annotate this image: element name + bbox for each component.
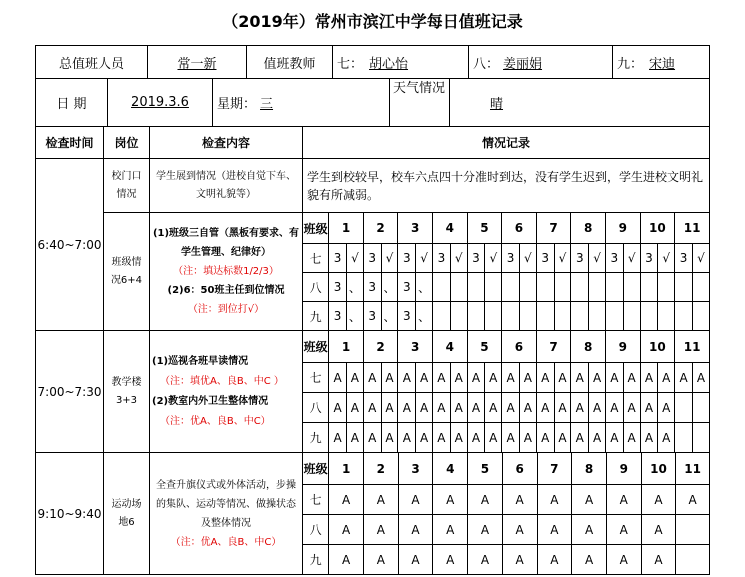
col-post: 岗位 [104, 127, 150, 159]
grid-cell: A [433, 545, 468, 575]
grid-cell [676, 515, 710, 545]
grid-cell: A [692, 363, 709, 393]
section1-content1: 学生展到情况（进校自觉下车、文明礼貌等） [150, 159, 303, 213]
grid-cell: A [416, 393, 433, 423]
grid-cell [589, 273, 606, 302]
grid-cell [589, 302, 606, 331]
grid-cell: A [485, 423, 502, 453]
grid-grade: 七 [303, 244, 329, 273]
grid-cell: 3 [640, 244, 658, 273]
section1-content2-a: (1)班级三自管（黑板有要求、有学生管理、纪律好） [152, 228, 300, 258]
grid-class: 10 [641, 453, 676, 485]
grid-cell [692, 302, 709, 331]
grid-cell: 3 [329, 302, 347, 331]
grid-class: 4 [432, 331, 467, 363]
grid-class: 6 [502, 213, 537, 244]
grid-row [303, 423, 710, 453]
grid-class: 11 [676, 453, 710, 485]
grid-cell [692, 423, 709, 453]
grid-cell: √ [347, 244, 364, 273]
grid-grade: 九 [303, 302, 329, 331]
grid-cell [675, 393, 693, 423]
grid-cell: A [536, 393, 554, 423]
grid-cell: 、 [381, 273, 398, 302]
grid-cell: 3 [605, 244, 623, 273]
grid-cell: A [485, 393, 502, 423]
section1-content2-a-note: （注：填达标数1/2/3） [173, 266, 279, 277]
grid-cell: A [605, 423, 623, 453]
grid-cell: A [502, 423, 520, 453]
grid-cell: A [605, 363, 623, 393]
section2-post: 教学楼3+3 [104, 331, 150, 453]
grid-cell: A [572, 515, 607, 545]
page-title: （2019年）常州市滨江中学每日值班记录 [222, 12, 523, 31]
grid-cell: 3 [398, 273, 416, 302]
grid-cell [658, 302, 675, 331]
grid-cell [623, 273, 640, 302]
grid-class: 11 [675, 331, 710, 363]
grid-cell: A [467, 393, 485, 423]
grid-cell: A [519, 363, 536, 393]
grid-cell: A [467, 363, 485, 393]
grid-cell [432, 302, 450, 331]
grid-cell: A [606, 485, 641, 515]
total-duty-value: 常一新 [177, 56, 217, 72]
grid-cell: A [589, 363, 606, 393]
grid-cell: A [519, 393, 536, 423]
grid-cell: A [347, 423, 364, 453]
grid-cell: A [485, 363, 502, 393]
grid-cell: A [658, 423, 675, 453]
section2-content-a: (1)巡视各班早读情况 [152, 355, 249, 367]
grid-class: 5 [468, 453, 503, 485]
grid-cell: A [381, 363, 398, 393]
grid-class: 5 [467, 331, 502, 363]
grid-cell: √ [692, 244, 709, 273]
grade8-value: 姜丽娟 [503, 56, 543, 72]
grid-cell: A [571, 393, 589, 423]
grid-cell: A [519, 423, 536, 453]
grid-grade: 八 [303, 273, 329, 302]
grid-row [303, 545, 710, 575]
grid-cell [658, 273, 675, 302]
grid-cell: 3 [329, 273, 347, 302]
grid-cell: A [450, 423, 467, 453]
grid-row [303, 273, 710, 302]
grid-cell: A [571, 423, 589, 453]
record-table [35, 126, 710, 575]
header-table [35, 45, 710, 79]
section3-post: 运动场地6 [104, 453, 150, 575]
section3-time: 9:10~9:40 [36, 453, 104, 575]
grid-cell: 、 [416, 302, 433, 331]
grid-cell: 3 [675, 244, 693, 273]
grid-cell [554, 273, 571, 302]
grid-cell: A [381, 393, 398, 423]
grid-cell: A [398, 393, 416, 423]
grid-class: 2 [363, 331, 398, 363]
section1-post1: 校门口情况 [104, 159, 150, 213]
grid-cell: A [398, 423, 416, 453]
grid-cell [692, 393, 709, 423]
grid-cell: A [416, 423, 433, 453]
grid-row [303, 515, 710, 545]
grid-cell: A [589, 423, 606, 453]
grid-cell [675, 423, 693, 453]
grid-cell: A [554, 423, 571, 453]
grid-cell [605, 302, 623, 331]
grade7-value: 胡心怡 [369, 56, 409, 72]
grid-cell [450, 273, 467, 302]
grid-cell: A [536, 423, 554, 453]
grid-cell: A [329, 545, 364, 575]
grid-grade: 九 [303, 545, 329, 575]
grid-cell: A [571, 363, 589, 393]
grid-cell: A [398, 363, 416, 393]
grid-cell: A [433, 515, 468, 545]
total-duty-label: 总值班人员 [36, 46, 148, 79]
grid-grade: 八 [303, 515, 329, 545]
grid-cell: A [606, 515, 641, 545]
grid-cell: 3 [363, 244, 381, 273]
grid-class: 7 [536, 213, 571, 244]
grid-class: 1 [329, 453, 364, 485]
grid-cell: A [641, 545, 676, 575]
section1-record1: 学生到校较早，校车六点四十分准时到达，没有学生迟到，学生进校文明礼貌有所减弱。 [303, 159, 710, 213]
date-label: 日 期 [36, 79, 108, 127]
grid-class: 3 [398, 331, 433, 363]
grid-cell: √ [450, 244, 467, 273]
col-content: 检查内容 [150, 127, 303, 159]
grid-class: 8 [572, 453, 607, 485]
grid-row [303, 393, 710, 423]
grid-cell: A [675, 363, 693, 393]
grid-cell: A [572, 545, 607, 575]
grid-cell: 3 [363, 302, 381, 331]
grid-cell: A [381, 423, 398, 453]
grid-cell [502, 273, 520, 302]
grid-cell: A [347, 363, 364, 393]
grid-cell [571, 273, 589, 302]
section3-content-note: （注：优A、良B、中C） [170, 536, 282, 548]
grid-cell: √ [519, 244, 536, 273]
section1-post2: 班级情况6+4 [104, 213, 150, 331]
grid-cell: 、 [347, 302, 364, 331]
grid-cell: A [329, 363, 347, 393]
grid-cell [502, 302, 520, 331]
grid-cell: A [658, 363, 675, 393]
grid-cell [692, 273, 709, 302]
section2-content-b: (2)教室内外卫生整体情况 [152, 395, 269, 407]
weekday-value: 三 [260, 97, 274, 112]
grid-class: 4 [433, 453, 468, 485]
grid-class: 8 [571, 213, 606, 244]
grid-cell: A [623, 363, 640, 393]
grid-grade: 七 [303, 363, 329, 393]
date-table [35, 78, 710, 127]
grid-cell [675, 273, 693, 302]
grid-cell: √ [658, 244, 675, 273]
grid-class: 7 [537, 453, 572, 485]
grid-cell: A [537, 515, 572, 545]
grid-cell: A [468, 485, 503, 515]
grid-cell: A [329, 485, 364, 515]
grid-cell: A [363, 545, 398, 575]
grid-class: 6 [502, 453, 537, 485]
grid-cell: A [502, 363, 520, 393]
grid-cell: A [640, 363, 658, 393]
date-value: 2019.3.6 [131, 95, 189, 110]
grid-grade: 八 [303, 393, 329, 423]
grid-class: 2 [363, 453, 398, 485]
duty-teacher-label: 值班教师 [247, 46, 333, 79]
grid-cell: √ [589, 244, 606, 273]
grid-class: 7 [536, 331, 571, 363]
grid-grade: 九 [303, 423, 329, 453]
grid-class: 1 [329, 331, 364, 363]
grid-corner: 班级 [303, 453, 329, 485]
grid-cell: A [468, 545, 503, 575]
grid-cell: A [640, 423, 658, 453]
grid-cell: A [398, 515, 433, 545]
grid-cell: A [450, 363, 467, 393]
grid-class: 3 [398, 213, 433, 244]
grid-cell: 、 [347, 273, 364, 302]
grid-cell [450, 302, 467, 331]
grid-cell: √ [416, 244, 433, 273]
grid-cell: 、 [381, 302, 398, 331]
grid-cell: A [347, 393, 364, 423]
grid-cell: A [623, 423, 640, 453]
grid-cell: A [502, 485, 537, 515]
grid-cell: A [537, 545, 572, 575]
section2-time: 7:00~7:30 [36, 331, 104, 453]
grid-class: 9 [606, 453, 641, 485]
grid-cell: A [606, 545, 641, 575]
grid-cell [536, 302, 554, 331]
grid-cell: 3 [398, 302, 416, 331]
grid-class: 9 [605, 213, 640, 244]
grid-cell: √ [554, 244, 571, 273]
grid-cell: A [432, 423, 450, 453]
grid-cell [640, 273, 658, 302]
section1-content2-b-note: （注：到位打√） [187, 304, 265, 315]
grid-cell: A [432, 393, 450, 423]
grid-cell: A [502, 393, 520, 423]
grid-row [303, 244, 710, 273]
grid-cell: A [572, 485, 607, 515]
grid-cell [467, 273, 485, 302]
grid-cell: A [502, 545, 537, 575]
grid-row [303, 363, 710, 393]
section2-content-b-note: （注：优A、良B、中C） [160, 415, 271, 427]
grid-class: 8 [571, 331, 606, 363]
grid-cell [432, 273, 450, 302]
section3-content: 全查升旗仪式或外体活动，步操的集队、运动等情况、做操状态及整体情况 [156, 479, 296, 529]
grid-cell: 、 [416, 273, 433, 302]
grid-cell: A [554, 363, 571, 393]
grid-cell [676, 545, 710, 575]
grid-class: 3 [398, 453, 433, 485]
grid-class: 11 [675, 213, 710, 244]
grid-class: 5 [467, 213, 502, 244]
grid-cell [519, 302, 536, 331]
col-record: 情况记录 [303, 127, 710, 159]
grid-cell: A [432, 363, 450, 393]
weather-value: 晴 [490, 97, 504, 112]
grid-cell [640, 302, 658, 331]
grid-corner: 班级 [303, 213, 329, 244]
grid-cell [571, 302, 589, 331]
grid-cell: A [329, 423, 347, 453]
grid-cell: A [641, 485, 676, 515]
section2-grid [303, 331, 710, 453]
grid-cell [623, 302, 640, 331]
section1-grid [303, 213, 710, 331]
grid-cell [554, 302, 571, 331]
grid-cell: 3 [363, 273, 381, 302]
grid-cell: 3 [432, 244, 450, 273]
grid-cell [536, 273, 554, 302]
grid-cell [467, 302, 485, 331]
grid-cell [605, 273, 623, 302]
grid-row [303, 485, 710, 515]
grid-cell: A [416, 363, 433, 393]
grid-corner: 班级 [303, 331, 329, 363]
grid-cell: A [363, 423, 381, 453]
grid-cell: A [589, 393, 606, 423]
grid-cell: √ [381, 244, 398, 273]
grid-cell: A [467, 423, 485, 453]
grade9-value: 宋迪 [649, 56, 676, 72]
grid-cell: A [363, 515, 398, 545]
grid-cell: A [363, 363, 381, 393]
grid-class: 9 [605, 331, 640, 363]
grid-cell: A [640, 393, 658, 423]
grid-cell: A [468, 515, 503, 545]
grid-class: 4 [432, 213, 467, 244]
grid-cell: A [658, 393, 675, 423]
section2-content-a-note: （注：填优A、良B、中C ） [160, 375, 284, 387]
grid-cell: A [536, 363, 554, 393]
grid-grade: 七 [303, 485, 329, 515]
grid-cell: A [398, 485, 433, 515]
grid-cell [485, 302, 502, 331]
grid-row [303, 302, 710, 331]
grid-cell: A [537, 485, 572, 515]
section1-time: 6:40~7:00 [36, 159, 104, 331]
grid-class: 10 [640, 331, 675, 363]
grid-cell [485, 273, 502, 302]
grid-cell: √ [623, 244, 640, 273]
grid-class: 6 [502, 331, 537, 363]
grid-cell: A [623, 393, 640, 423]
weekday-label: 星期： [217, 97, 257, 112]
grid-cell: A [641, 515, 676, 545]
grid-cell: A [398, 545, 433, 575]
grid-cell [519, 273, 536, 302]
grade9-label: 九： [617, 56, 644, 72]
col-time: 检查时间 [36, 127, 104, 159]
grid-cell: A [676, 485, 710, 515]
grid-cell: A [433, 485, 468, 515]
grid-cell: A [363, 393, 381, 423]
grid-cell: 3 [467, 244, 485, 273]
section1-content2-b: (2)6：50班主任到位情况 [167, 285, 285, 296]
grid-cell [675, 302, 693, 331]
grid-class: 2 [363, 213, 398, 244]
grade7-label: 七： [337, 56, 364, 72]
grid-cell: 3 [571, 244, 589, 273]
grid-cell: √ [485, 244, 502, 273]
grid-cell: A [329, 393, 347, 423]
grid-cell: A [502, 515, 537, 545]
grid-cell: A [605, 393, 623, 423]
grid-cell: 3 [398, 244, 416, 273]
grid-cell: A [329, 515, 364, 545]
grid-cell: A [450, 393, 467, 423]
section3-grid [303, 453, 710, 575]
grid-cell: 3 [329, 244, 347, 273]
grid-cell: 3 [502, 244, 520, 273]
grid-class: 1 [329, 213, 364, 244]
weather-label: 天气情况 [390, 79, 450, 127]
grid-cell: A [363, 485, 398, 515]
grade8-label: 八： [473, 56, 500, 72]
grid-cell: 3 [536, 244, 554, 273]
grid-cell: A [554, 393, 571, 423]
grid-class: 10 [640, 213, 675, 244]
